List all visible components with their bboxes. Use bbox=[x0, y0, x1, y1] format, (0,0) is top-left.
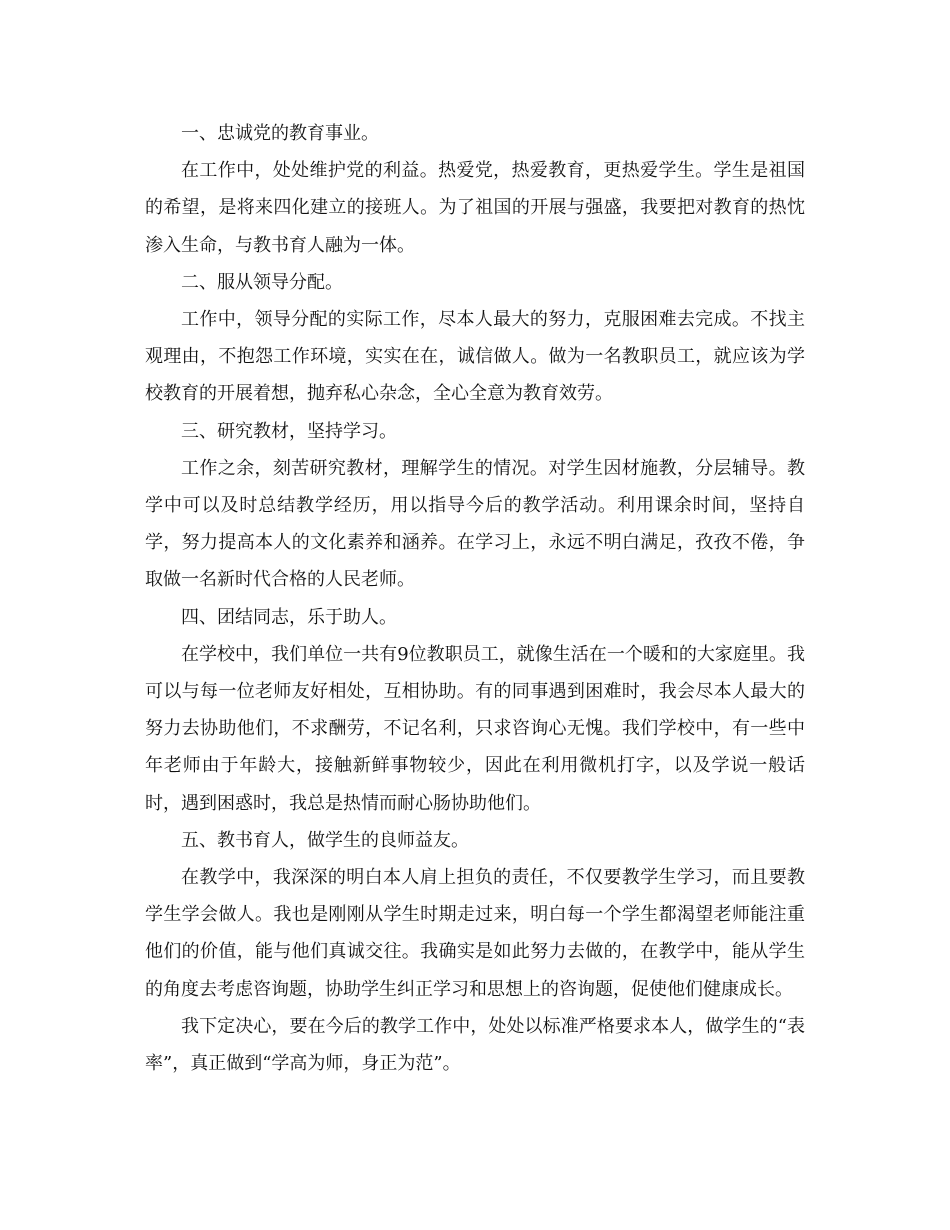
heading-obey-assignment: 二、服从领导分配。 bbox=[181, 271, 343, 293]
heading-study: 三、研究教材，坚持学习。 bbox=[181, 420, 397, 442]
paragraph-teaching: 在教学中，我深深的明白本人肩上担负的责任，不仅要教学生学习，而且要教学生学会做人。我也是刚刚从学生时期走过来，明白每一个学生都渴望老师能注重他们的价值，能与他们真诚交往。我确实是如此努力去做的，在教学中，能从学生的角度去考虑咨询题，协助学生纠正学习和思想上的咨询题，促使他们健康成长。 bbox=[145, 867, 805, 1000]
heading-loyalty: 一、忠诚党的教育事业。 bbox=[181, 123, 379, 144]
paragraph-obey-assignment: 工作中，领导分配的实际工作，尽本人最大的努力，克服困难去完成。不找主观理由，不抱怨工作环境，实实在在，诚信做人。做为一名教职员工，就应该为学校教育的开展着想，抛弃私心杂念，全心全意为教育效劳。 bbox=[145, 309, 805, 405]
paragraph-conclusion: 我下定决心，要在今后的教学工作中，处处以标准严格要求本人，做学生的“表率”，真正做到“学高为师，身正为范”。 bbox=[145, 1015, 805, 1075]
document-body bbox=[145, 115, 805, 1082]
paragraph-study: 工作之余，刻苦研究教材，理解学生的情况。对学生因材施教，分层辅导。教学中可以及时总结教学经历，用以指导今后的教学活动。利用课余时间，坚持自学，努力提高本人的文化素养和涵养。在学习上，永远不明白满足，孜孜不倦，争取做一名新时代合格的人民老师。 bbox=[145, 457, 805, 591]
paragraph-loyalty: 在工作中，处处维护党的利益。热爱党，热爱教育，更热爱学生。学生是祖国的希望，是将来四化建立的接班人。为了祖国的开展与强盛，我要把对教育的热忱渗入生命，与教书育人融为一体。 bbox=[145, 160, 805, 256]
heading-unity: 四、团结同志，乐于助人。 bbox=[181, 606, 397, 628]
heading-teaching: 五、教书育人，做学生的良师益友。 bbox=[181, 829, 469, 851]
paragraph-unity: 在学校中，我们单位一共有9位教职员工，就像生活在一个暖和的大家庭里。我可以与每一位老师友好相处，互相协助。有的同事遇到困难时，我会尽本人最大的努力去协助他们，不求酬劳，不记名利，只求咨询心无愧。我们学校中，有一些中年老师由于年龄大，接触新鲜事物较少，因此在利用微机打字，以及学说一般话时，遇到困惑时，我总是热情而耐心肠协助他们。 bbox=[145, 643, 805, 814]
